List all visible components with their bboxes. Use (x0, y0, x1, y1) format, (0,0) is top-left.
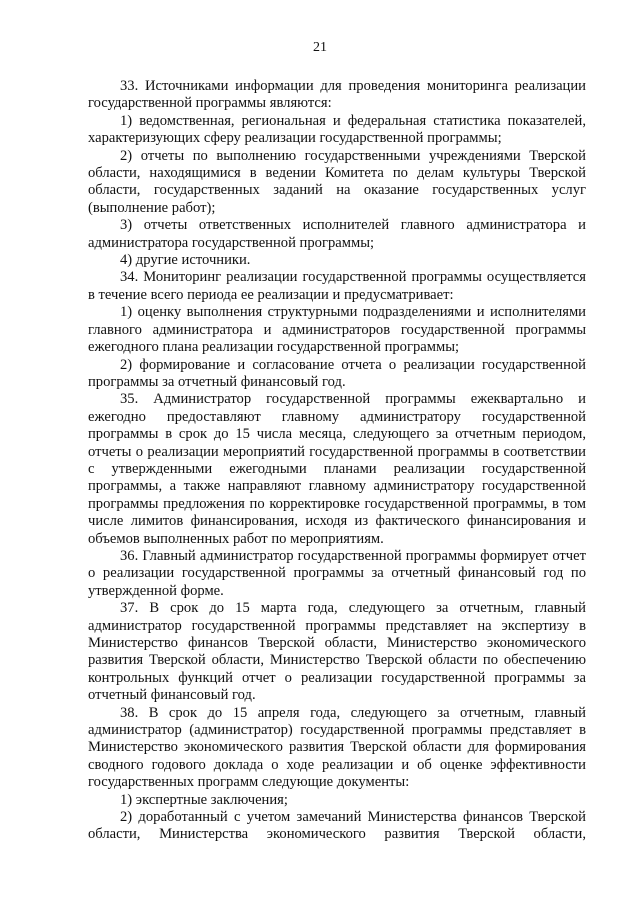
page-number: 21 (313, 40, 327, 55)
list-item-38-1: 1) экспертные заключения; (120, 791, 288, 808)
list-item-38-2: 2) доработанный с учетом замечаний Министерства финансов Тверской области, Министерства экономического развития Тверской области, (88, 809, 586, 843)
paragraph-34: 34. Мониторинг реализации государственной программы осуществляется в течение всего периода ее реализации и предусматривает: (88, 269, 586, 303)
list-item-33-4: 4) другие источники. (120, 252, 251, 269)
paragraph-37: 37. В срок до 15 марта года, следующего за отчетным, главный администратор государственной программы представляет на экспертизу в Министерство финансов Тверской области, Министерство экономического развития Тверской области, Министерство Тверской области по обеспечению контрольных функций отчет о реализации государственной программы за отчетный финансовый год. (88, 600, 586, 704)
paragraph-33: 33. Источниками информации для проведения мониторинга реализации государственной программы являются: (88, 78, 586, 112)
list-item-34-2: 2) формирование и согласование отчета о реализации государственной программы за отчетный финансовый год. (88, 356, 586, 390)
list-item-33-2: 2) отчеты по выполнению государственными учреждениями Тверской области, находящимися в ведении Комитета по делам культуры Тверской области, государственных заданий на оказание государственных услуг (выполнение работ); (88, 147, 586, 216)
list-item-33-3: 3) отчеты ответственных исполнителей главного администратора и администратора государственной программы; (88, 217, 586, 251)
paragraph-36: 36. Главный администратор государственной программы формирует отчет о реализации государственной программы за отчетный финансовый год по утвержденной форме. (88, 547, 586, 599)
document-body (88, 78, 586, 844)
paragraph-38: 38. В срок до 15 апреля года, следующего за отчетным, главный администратор (администратор) государственной программы представляет в Министерство экономического развития Тверской области для формирования сводного годового доклада о ходе реализации и об оценке эффективности государственных программ следующие документы: (88, 704, 586, 791)
list-item-34-1: 1) оценку выполнения структурными подразделениями и исполнителями главного администратора и администраторов государственной программы ежегодного плана реализации государственной программы; (88, 304, 586, 356)
paragraph-35: 35. Администратор государственной программы ежеквартально и ежегодно предоставляют главному администратору государственной программы в срок до 15 числа месяца, следующего за отчетным периодом, отчеты о реализации мероприятий государственной программы в соответствии с утвержденными ежегодными планами реализации государственной программы, а также направляют главному администратору государственной программы предложения по корректировке государственной программы, в том числе лимитов финансирования, исходя из фактического финансирования и объемов выполненных работ по мероприятиям. (88, 391, 586, 547)
list-item-33-1: 1) ведомственная, региональная и федеральная статистика показателей, характеризующих сферу реализации государственной программы; (88, 112, 586, 147)
